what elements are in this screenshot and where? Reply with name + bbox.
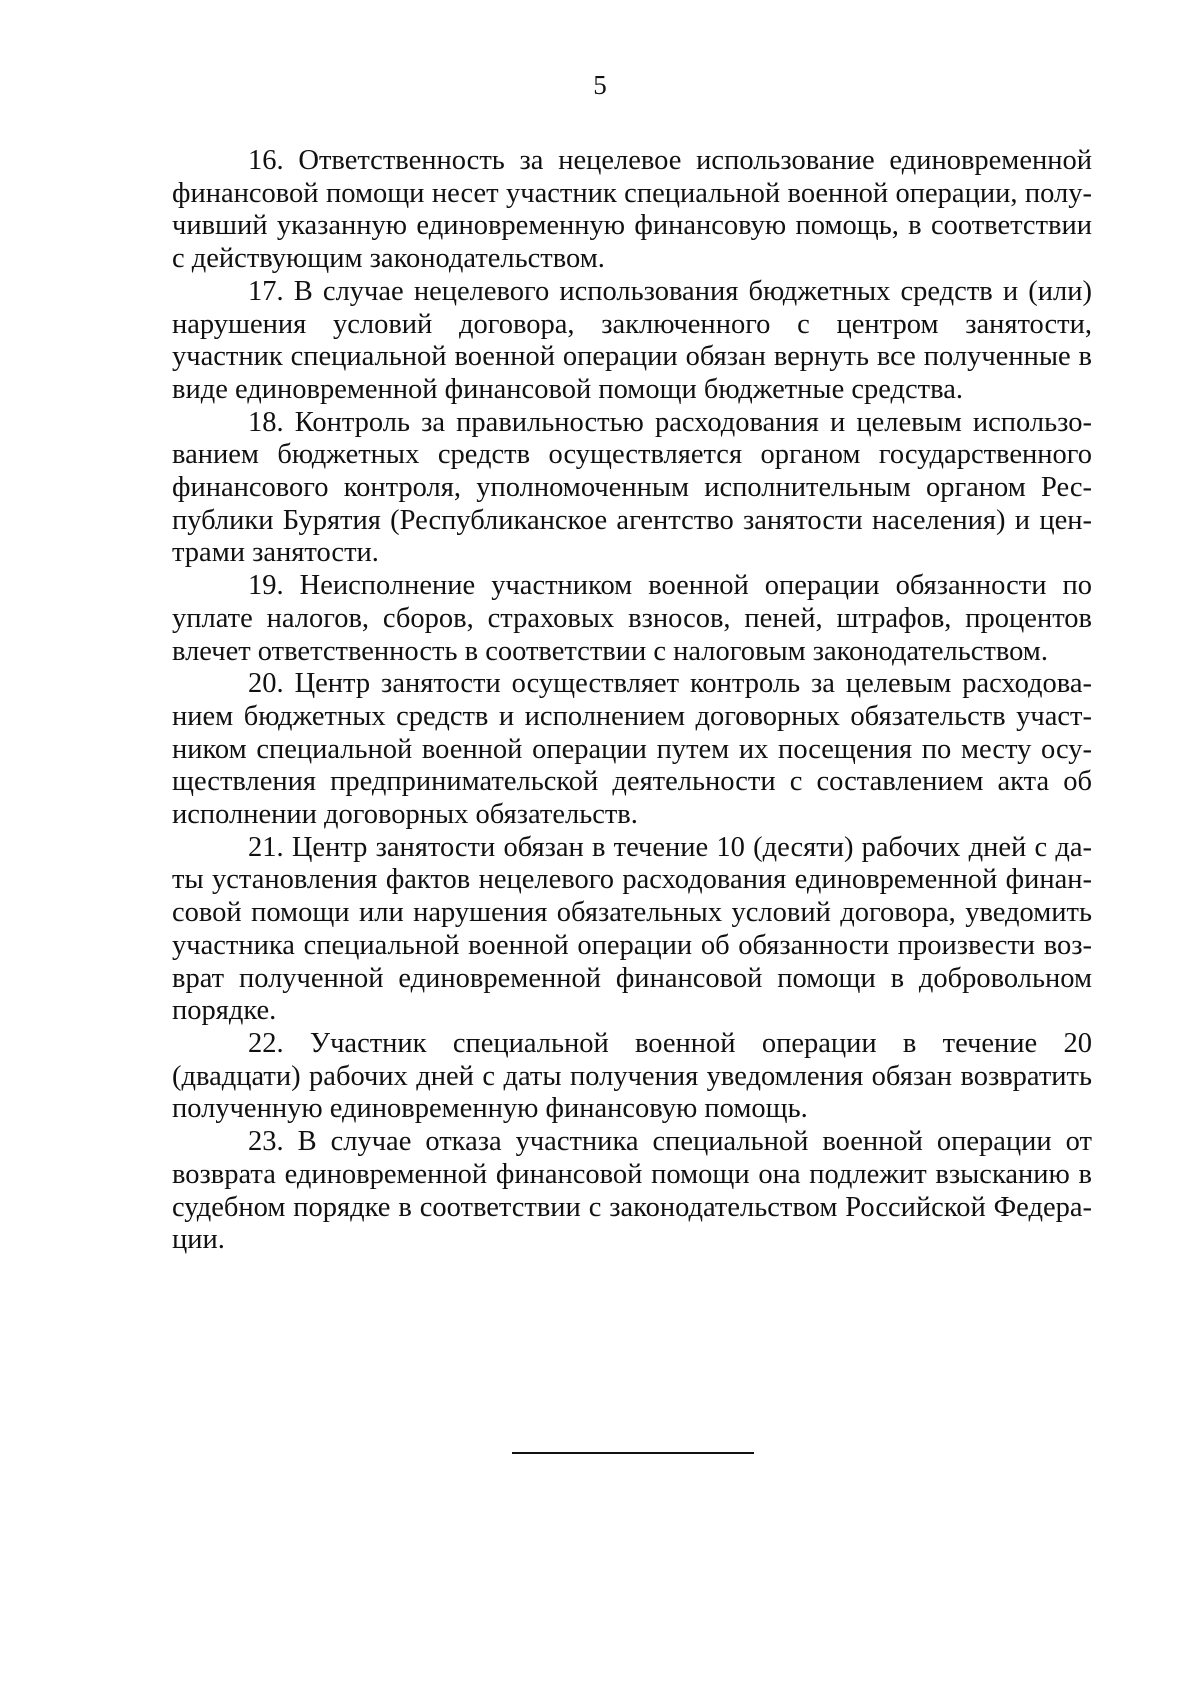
closing-divider bbox=[512, 1452, 754, 1454]
paragraph-16: 16. Ответственность за нецелевое использование единовременной финансовой помощи несет участник специальной военной операции, получивший указанную единовременную финансовую помощь, в соответствии с действующим законодательством. bbox=[172, 145, 1092, 275]
paragraph-23: 23. В случае отказа участника специальной военной операции от возврата единовременной финансовой помощи она подлежит взысканию в судебном порядке в соответствии с законодательством Российской Федерации. bbox=[172, 1126, 1092, 1256]
paragraph-21: 21. Центр занятости обязан в течение 10 (десяти) рабочих дней с даты установления фактов нецелевого расходования единовременной финансовой помощи или нарушения обязательных условий договора, уведомить участника специальной военной операции об обязанности произвести возврат полученной единовременной финансовой помощи в добровольном порядке. bbox=[172, 831, 1092, 1027]
paragraph-22: 22. Участник специальной военной операции в течение 20 (двадцати) рабочих дней с даты получения уведомления обязан возвратить полученную единовременную финансовую помощь. bbox=[172, 1027, 1092, 1125]
paragraph-20: 20. Центр занятости осуществляет контроль за целевым расходованием бюджетных средств и исполнением договорных обязательств участником специальной военной операции путем их посещения по месту осуществления предпринимательской деятельности с составлением акта об исполнении договорных обязательств. bbox=[172, 668, 1092, 831]
document-body bbox=[172, 145, 1092, 1257]
page-number: 5 bbox=[593, 70, 607, 100]
paragraph-19: 19. Неисполнение участником военной операции обязанности по уплате налогов, сборов, страховых взносов, пеней, штрафов, процентов влечет ответственность в соответствии с налоговым законодательством. bbox=[172, 570, 1092, 667]
paragraph-18: 18. Контроль за правильностью расходования и целевым использованием бюджетных средств осуществляется органом государственного финансового контроля, уполномоченным исполнительным органом Республики Бурятия (Республиканское агентство занятости населения) и центрами занятости. bbox=[172, 406, 1092, 569]
paragraph-17: 17. В случае нецелевого использования бюджетных средств и (или) нарушения условий договора, заключенного с центром занятости, участник специальной военной операции обязан вернуть все полученные в виде единовременной финансовой помощи бюджетные средства. bbox=[172, 275, 1092, 405]
